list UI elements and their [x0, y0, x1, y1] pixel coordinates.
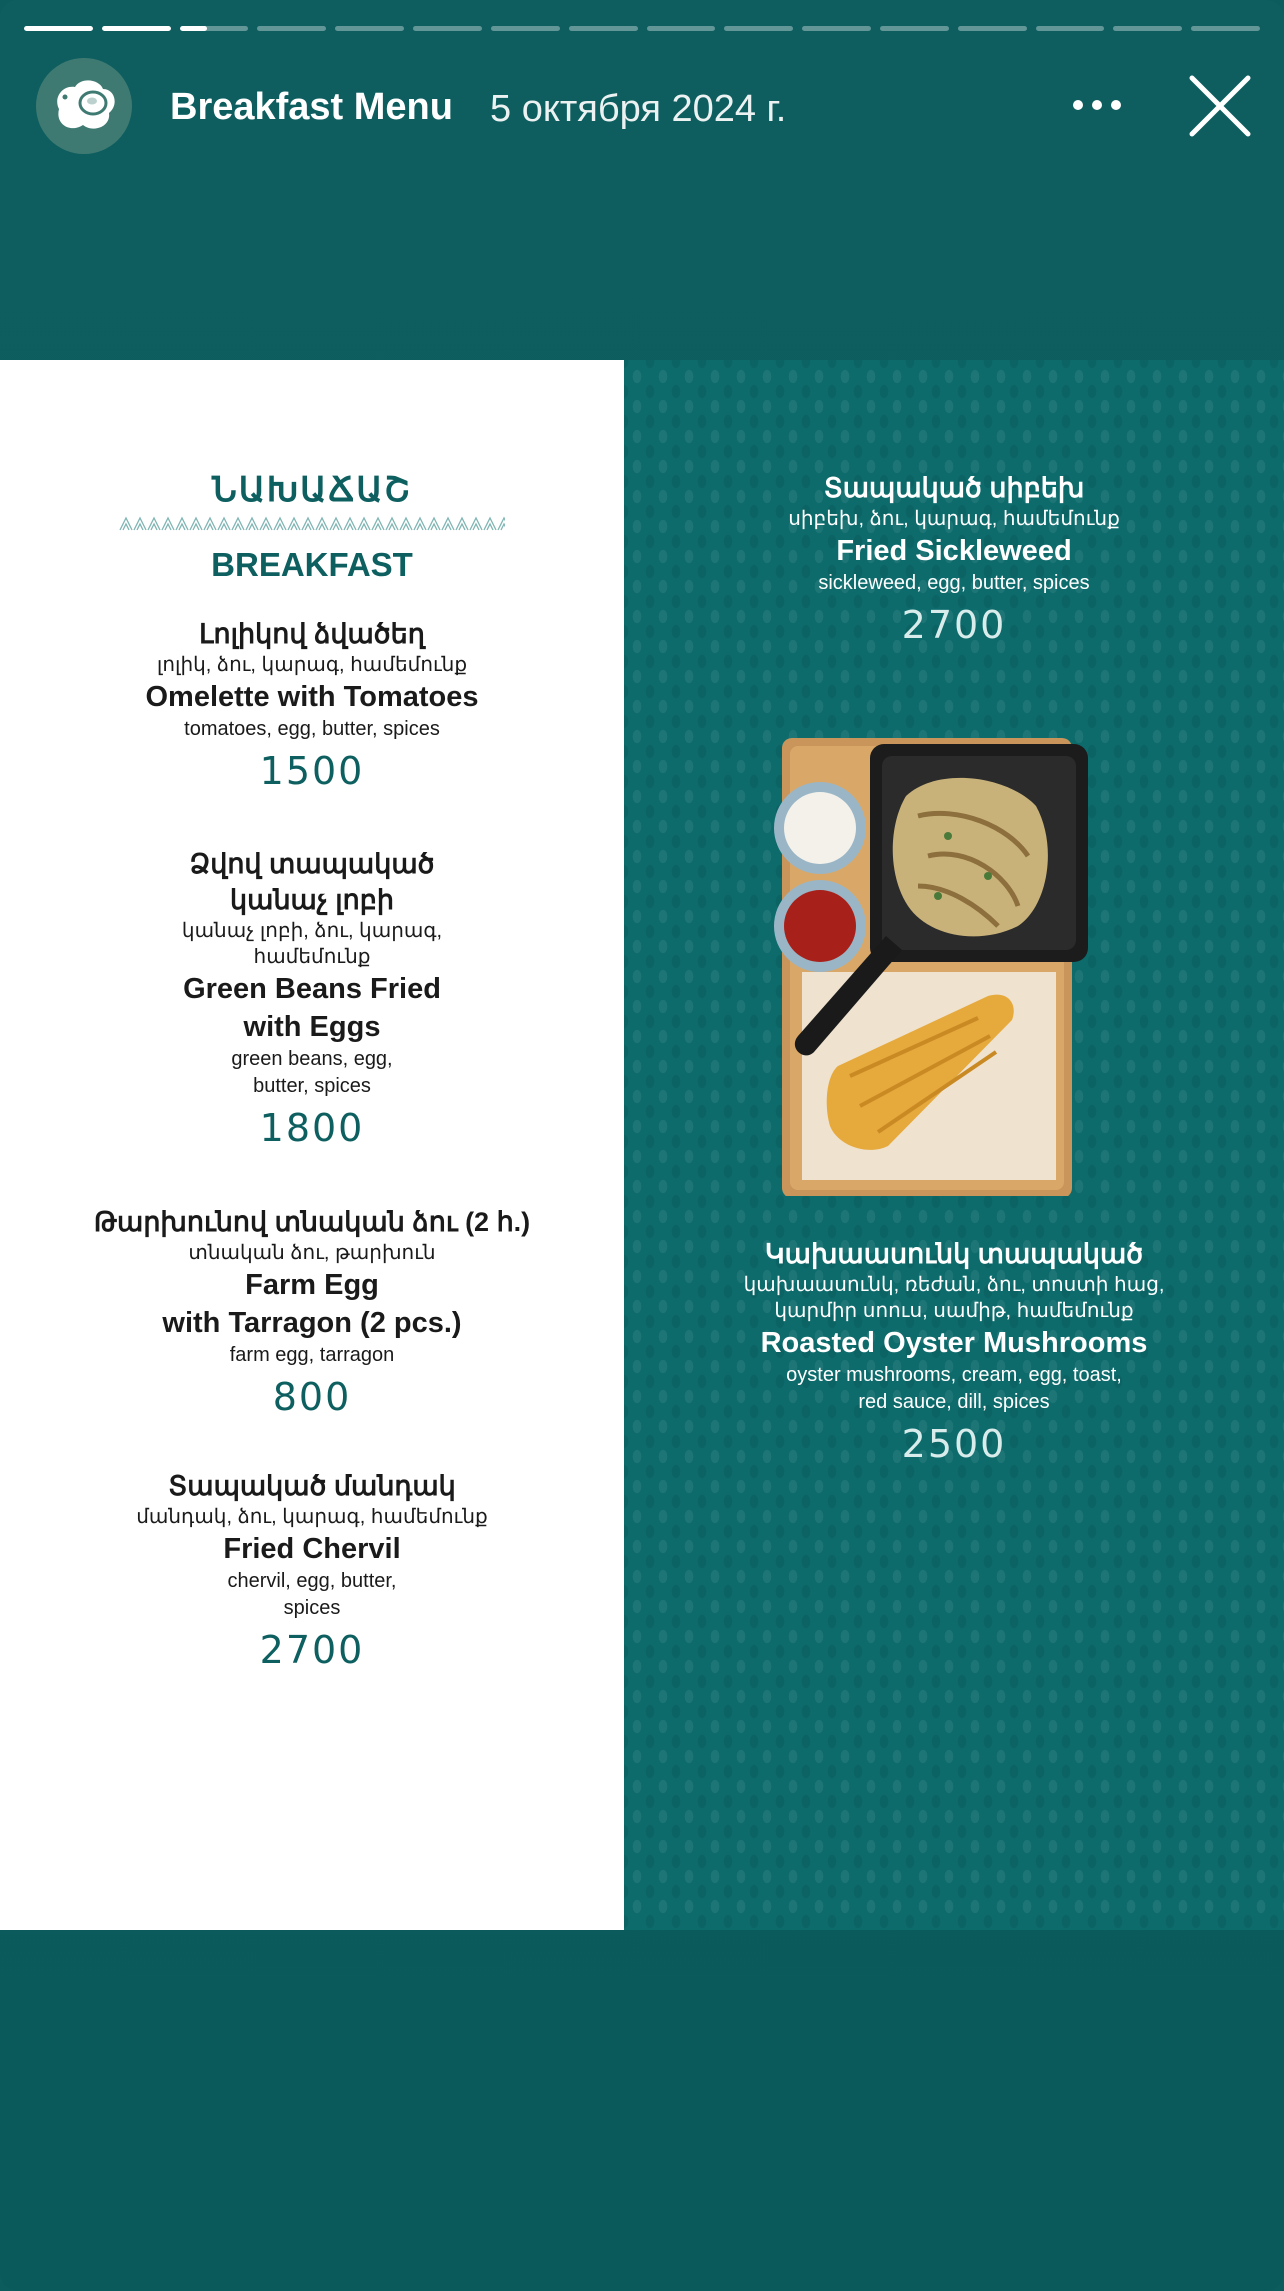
item-ingredients-armenian: մանդակ, ձու, կարագ, համեմունք — [136, 1506, 488, 1528]
dish-photo — [768, 736, 1128, 1196]
more-dots-icon — [1073, 100, 1083, 110]
item-ingredients-armenian: կանաչ լոբի, ձու, կարագ, — [181, 920, 443, 942]
menu-image — [0, 360, 1284, 1930]
ornament-divider — [119, 516, 505, 532]
item-name-english: Roasted Oyster Mushrooms — [760, 1327, 1148, 1359]
menu-item — [0, 846, 624, 1156]
menu-item — [624, 1236, 1284, 1472]
item-ingredients-armenian: սիբեխ, ձու, կարագ, համեմունք — [788, 508, 1120, 530]
item-ingredients-english: sickleweed, egg, butter, spices — [818, 572, 1090, 594]
account-avatar[interactable] — [36, 58, 132, 154]
progress-segment-fill — [180, 26, 208, 31]
menu-item — [0, 1204, 624, 1425]
item-price: 2700 — [259, 1628, 365, 1672]
item-name-armenian: Թարխունով տնական ձու (2 հ.) — [93, 1207, 531, 1237]
item-price: 1800 — [259, 1106, 365, 1150]
item-name-english: Fried Sickleweed — [836, 535, 1072, 567]
progress-segment-fill — [24, 26, 93, 31]
item-price: 1500 — [259, 749, 365, 793]
item-ingredients-armenian: տնական ձու, թարխուն — [188, 1242, 436, 1264]
item-ingredients-english: chervil, egg, butter, — [227, 1570, 397, 1592]
section-title-english: BREAKFAST — [211, 546, 413, 583]
progress-segment — [1036, 26, 1105, 31]
item-ingredients-armenian: լոլիկ, ձու, կարագ, համեմունք — [156, 654, 468, 676]
menu-right-panel — [624, 360, 1284, 1930]
progress-segment — [24, 26, 93, 31]
progress-segment — [569, 26, 638, 31]
menu-item — [0, 1468, 624, 1678]
progress-segment — [958, 26, 1027, 31]
item-price: 2700 — [901, 603, 1007, 647]
item-name-english: with Tarragon (2 pcs.) — [162, 1307, 462, 1339]
item-ingredients-armenian: համեմունք — [253, 946, 371, 968]
progress-segment-fill — [102, 26, 171, 31]
progress-segment — [880, 26, 949, 31]
progress-segment — [102, 26, 171, 31]
section-title-armenian: ՆԱԽԱՃԱՇ — [211, 471, 413, 509]
item-name-english: Farm Egg — [245, 1269, 379, 1301]
item-name-armenian: Ձվով տապակած — [189, 849, 435, 879]
item-ingredients-english: oyster mushrooms, cream, egg, toast, — [786, 1364, 1122, 1386]
menu-left-panel — [0, 360, 624, 1930]
progress-segment — [1113, 26, 1182, 31]
item-name-english: Green Beans Fried — [183, 973, 441, 1005]
progress-segment — [257, 26, 326, 31]
item-ingredients-armenian: կախաասունկ, ռեժան, ձու, տոստի հաց, — [743, 1274, 1165, 1296]
section-header — [0, 468, 624, 587]
item-name-armenian: Տապակած սիբեխ — [823, 473, 1085, 503]
item-name-english: Omelette with Tomatoes — [145, 681, 479, 713]
item-ingredients-english: farm egg, tarragon — [229, 1344, 395, 1366]
fried-egg-icon — [49, 75, 119, 137]
item-name-english: Fried Chervil — [223, 1533, 401, 1565]
menu-item — [0, 616, 624, 799]
progress-segment — [491, 26, 560, 31]
progress-segment — [1191, 26, 1260, 31]
more-options-button[interactable] — [1062, 80, 1132, 130]
item-name-armenian: կանաչ լոբի — [230, 885, 394, 915]
item-name-armenian: Տապակած մանդակ — [168, 1471, 456, 1501]
progress-segment — [802, 26, 871, 31]
menu-item — [624, 470, 1284, 653]
progress-segment — [724, 26, 793, 31]
item-price: 800 — [272, 1375, 352, 1419]
story-header — [36, 58, 1260, 154]
item-name-armenian: Լոլիկով ձվածեղ — [199, 619, 425, 649]
item-ingredients-english: tomatoes, egg, butter, spices — [184, 718, 440, 740]
item-name-english: with Eggs — [243, 1011, 381, 1043]
story-date: 5 октября 2024 г. — [490, 88, 787, 130]
item-ingredients-english: green beans, egg, — [231, 1048, 393, 1070]
account-name[interactable]: Breakfast Menu — [170, 86, 453, 128]
story-progress-bar — [24, 26, 1260, 31]
close-button[interactable] — [1186, 72, 1254, 140]
item-name-armenian: Կախաասունկ տապակած — [764, 1239, 1144, 1269]
progress-segment — [413, 26, 482, 31]
progress-segment — [180, 26, 249, 31]
item-ingredients-armenian: կարմիր սոուս, սամիթ, համեմունք — [774, 1300, 1134, 1322]
item-ingredients-english: spices — [283, 1597, 341, 1619]
item-ingredients-english: red sauce, dill, spices — [858, 1391, 1050, 1413]
item-ingredients-english: butter, spices — [253, 1075, 371, 1097]
progress-segment — [335, 26, 404, 31]
item-price: 2500 — [901, 1422, 1007, 1466]
progress-segment — [647, 26, 716, 31]
close-icon — [1186, 72, 1254, 140]
